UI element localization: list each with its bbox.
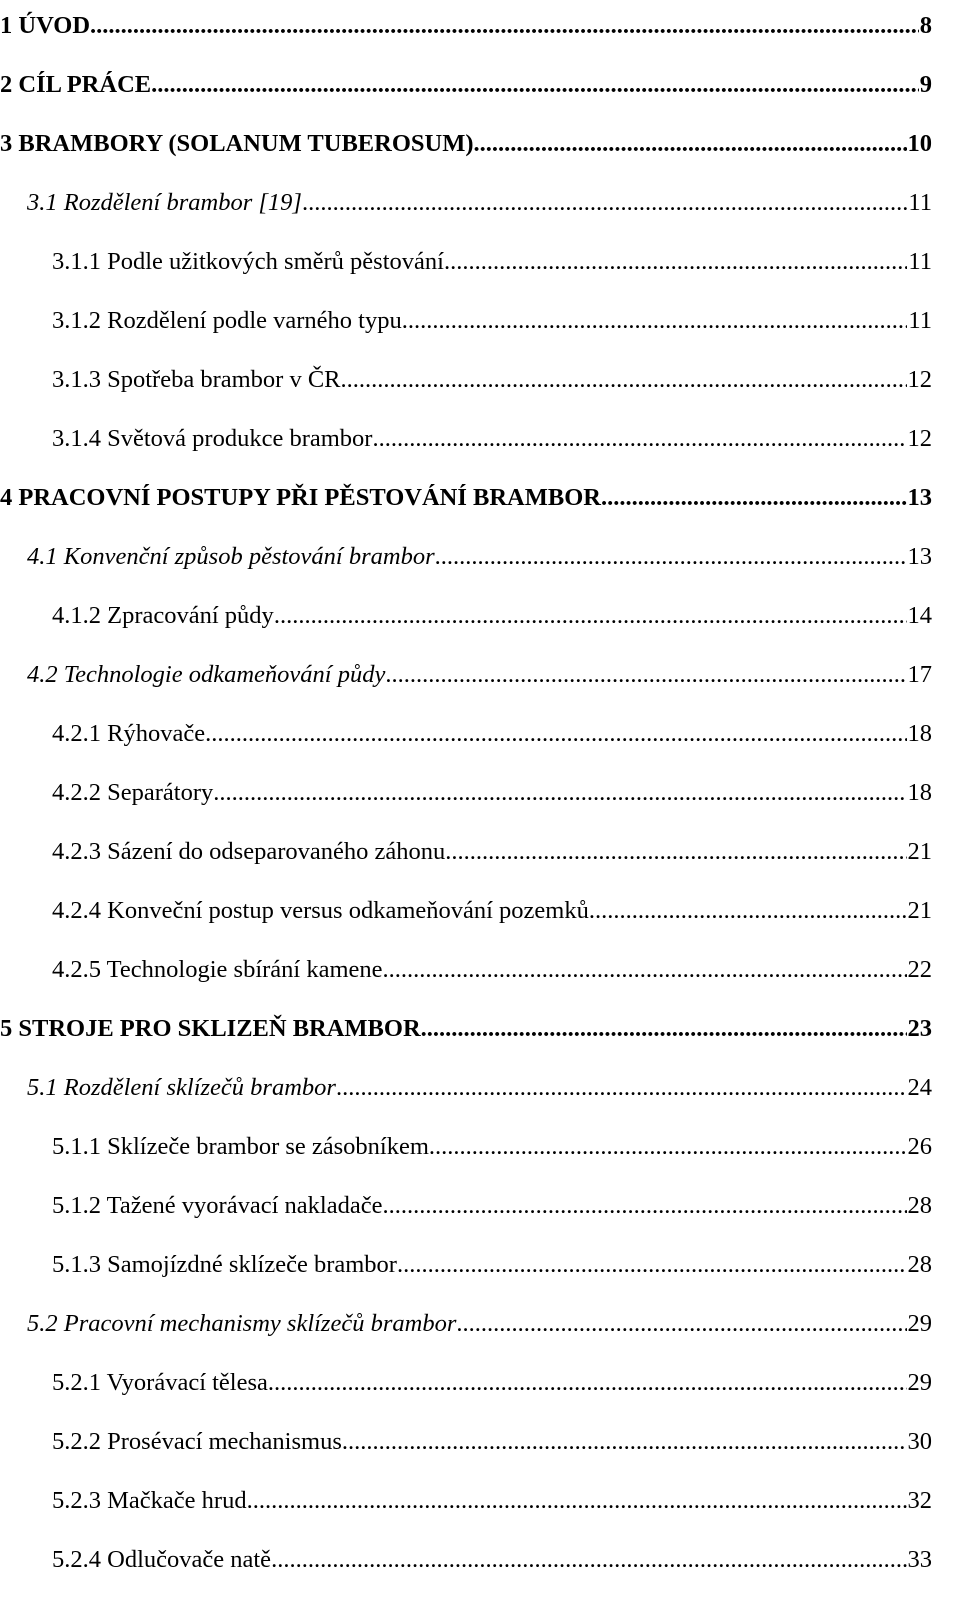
toc-entry-page-number: 29 (907, 1310, 932, 1338)
toc-entry-label: 4.2.3 Sázení do odseparovaného záhonu (52, 838, 446, 866)
toc-entry-page-number: 18 (907, 779, 932, 807)
toc-entry-4-2-5[interactable] (0, 944, 932, 984)
toc-entry-page-number: 28 (907, 1251, 932, 1279)
toc-entry-label: 4.1.2 Zpracování půdy (52, 602, 274, 630)
toc-entry-label: 4.2 Technologie odkameňování půdy (27, 661, 386, 689)
toc-entry-label: 4.1 Konvenční způsob pěstování brambor (27, 543, 435, 571)
toc-entry-3-1-4[interactable] (0, 413, 932, 453)
dot-leader (456, 1311, 906, 1338)
toc-entry-page-number: 9 (919, 71, 932, 99)
dot-leader (589, 898, 907, 925)
toc-entry-2[interactable] (0, 59, 932, 99)
dot-leader (397, 1252, 907, 1279)
toc-entry-3[interactable] (0, 118, 932, 158)
toc-entry-label: 4.2.5 Technologie sbírání kamene (52, 956, 383, 984)
toc-entry-5-2-4[interactable] (0, 1534, 932, 1574)
dot-leader (601, 485, 907, 512)
toc-entry-label: 5.1 Rozdělení sklízečů brambor (27, 1074, 336, 1102)
toc-entry-page-number: 11 (908, 307, 932, 335)
toc-entry-label: 5 STROJE PRO SKLIZEŇ BRAMBOR (0, 1015, 421, 1043)
dot-leader (336, 1075, 907, 1102)
dot-leader (402, 308, 908, 335)
dot-leader (302, 190, 907, 217)
dot-leader (342, 1429, 907, 1456)
dot-leader (382, 1193, 906, 1220)
toc-entry-5-1-3[interactable] (0, 1239, 932, 1279)
toc-entry-page-number: 26 (907, 1133, 932, 1161)
toc-entry-label: 5.2.2 Prosévací mechanismus (52, 1428, 342, 1456)
dot-leader (474, 131, 907, 158)
toc-entry-4[interactable] (0, 472, 932, 512)
toc-entry-4-2-3[interactable] (0, 826, 932, 866)
toc-entry-label: 2 CÍL PRÁCE (0, 71, 152, 99)
toc-entry-page-number: 17 (907, 661, 932, 689)
toc-entry-label: 3.1.1 Podle užitkových směrů pěstování (52, 248, 444, 276)
toc-entry-5-2-3[interactable] (0, 1475, 932, 1515)
dot-leader (213, 780, 906, 807)
toc-entry-label: 4.2.2 Separátory (52, 779, 214, 807)
toc-entry-label: 3.1.3 Spotřeba brambor v ČR (52, 366, 341, 394)
dot-leader (271, 1547, 906, 1574)
toc-entry-5-2-2[interactable] (0, 1416, 932, 1456)
toc-entry-label: 5.2.3 Mačkače hrud (52, 1487, 247, 1515)
toc-entry-5[interactable] (0, 1003, 932, 1043)
dot-leader (385, 662, 906, 689)
toc-entry-5-2[interactable] (0, 1298, 932, 1338)
toc-entry-4-2-4[interactable] (0, 885, 932, 925)
toc-entry-3-1-1[interactable] (0, 236, 932, 276)
toc-entry-label: 5.1.2 Tažené vyorávací nakladače (52, 1192, 383, 1220)
toc-entry-page-number: 10 (907, 130, 932, 158)
toc-entry-3-1[interactable] (0, 177, 932, 217)
dot-leader (274, 603, 907, 630)
toc-entry-3-1-3[interactable] (0, 354, 932, 394)
toc-entry-label: 5.2.1 Vyorávací tělesa (52, 1369, 268, 1397)
toc-entry-page-number: 13 (907, 543, 932, 571)
dot-leader (445, 839, 906, 866)
toc-entry-5-1-1[interactable] (0, 1121, 932, 1161)
toc-entry-page-number: 12 (907, 425, 932, 453)
toc-entry-3-1-2[interactable] (0, 295, 932, 335)
toc-entry-page-number: 33 (907, 1546, 932, 1574)
toc-entry-page-number: 11 (908, 189, 932, 217)
toc-entry-5-1[interactable] (0, 1062, 932, 1102)
toc-entry-label: 5.2 Pracovní mechanismy sklízečů brambor (27, 1310, 457, 1338)
dot-leader (421, 1016, 907, 1043)
toc-entry-4-2-1[interactable] (0, 708, 932, 748)
dot-leader (444, 249, 907, 276)
toc-entry-page-number: 21 (907, 838, 932, 866)
toc-entry-page-number: 8 (919, 12, 932, 40)
dot-leader (205, 721, 906, 748)
toc-entry-page-number: 29 (907, 1369, 932, 1397)
dot-leader (268, 1370, 907, 1397)
toc-entry-page-number: 13 (907, 484, 932, 512)
dot-leader (372, 426, 906, 453)
dot-leader (151, 72, 919, 99)
toc-entry-page-number: 11 (908, 248, 932, 276)
dot-leader (341, 367, 907, 394)
toc-entry-page-number: 18 (907, 720, 932, 748)
toc-entry-label: 4.2.1 Rýhovače (52, 720, 206, 748)
toc-entry-page-number: 22 (907, 956, 932, 984)
toc-entry-label: 5.1.3 Samojízdné sklízeče brambor (52, 1251, 397, 1279)
dot-leader (429, 1134, 907, 1161)
toc-entry-page-number: 14 (907, 602, 932, 630)
dot-leader (90, 13, 919, 40)
toc-entry-page-number: 30 (907, 1428, 932, 1456)
toc-entry-4-2[interactable] (0, 649, 932, 689)
toc-entry-4-2-2[interactable] (0, 767, 932, 807)
toc-entry-label: 3.1.2 Rozdělení podle varného typu (52, 307, 402, 335)
dot-leader (247, 1488, 907, 1515)
toc-entry-5-1-2[interactable] (0, 1180, 932, 1220)
toc-entry-5-2-1[interactable] (0, 1357, 932, 1397)
toc-entry-label: 3.1 Rozdělení brambor [19] (27, 189, 302, 217)
toc-entry-label: 5.2.4 Odlučovače natě (52, 1546, 272, 1574)
toc-entry-page-number: 23 (907, 1015, 932, 1043)
toc-entry-label: 5.1.1 Sklízeče brambor se zásobníkem (52, 1133, 429, 1161)
toc-entry-label: 4 PRACOVNÍ POSTUPY PŘI PĚSTOVÁNÍ BRAMBOR (0, 484, 601, 512)
dot-leader (435, 544, 907, 571)
dot-leader (383, 957, 907, 984)
toc-entry-label: 3.1.4 Světová produkce brambor (52, 425, 373, 453)
toc-entry-page-number: 24 (907, 1074, 932, 1102)
toc-entry-label: 4.2.4 Konveční postup versus odkameňování pozemků (52, 897, 589, 925)
toc-entry-4-1-2[interactable] (0, 590, 932, 630)
toc-entry-page-number: 21 (907, 897, 932, 925)
toc-entry-1[interactable] (0, 0, 932, 40)
toc-entry-4-1[interactable] (0, 531, 932, 571)
toc-entry-label: 3 BRAMBORY (SOLANUM TUBEROSUM) (0, 130, 474, 158)
toc-entry-page-number: 12 (907, 366, 932, 394)
toc-entry-label: 1 ÚVOD (0, 12, 91, 40)
toc-entry-page-number: 28 (907, 1192, 932, 1220)
toc-entry-page-number: 32 (907, 1487, 932, 1515)
